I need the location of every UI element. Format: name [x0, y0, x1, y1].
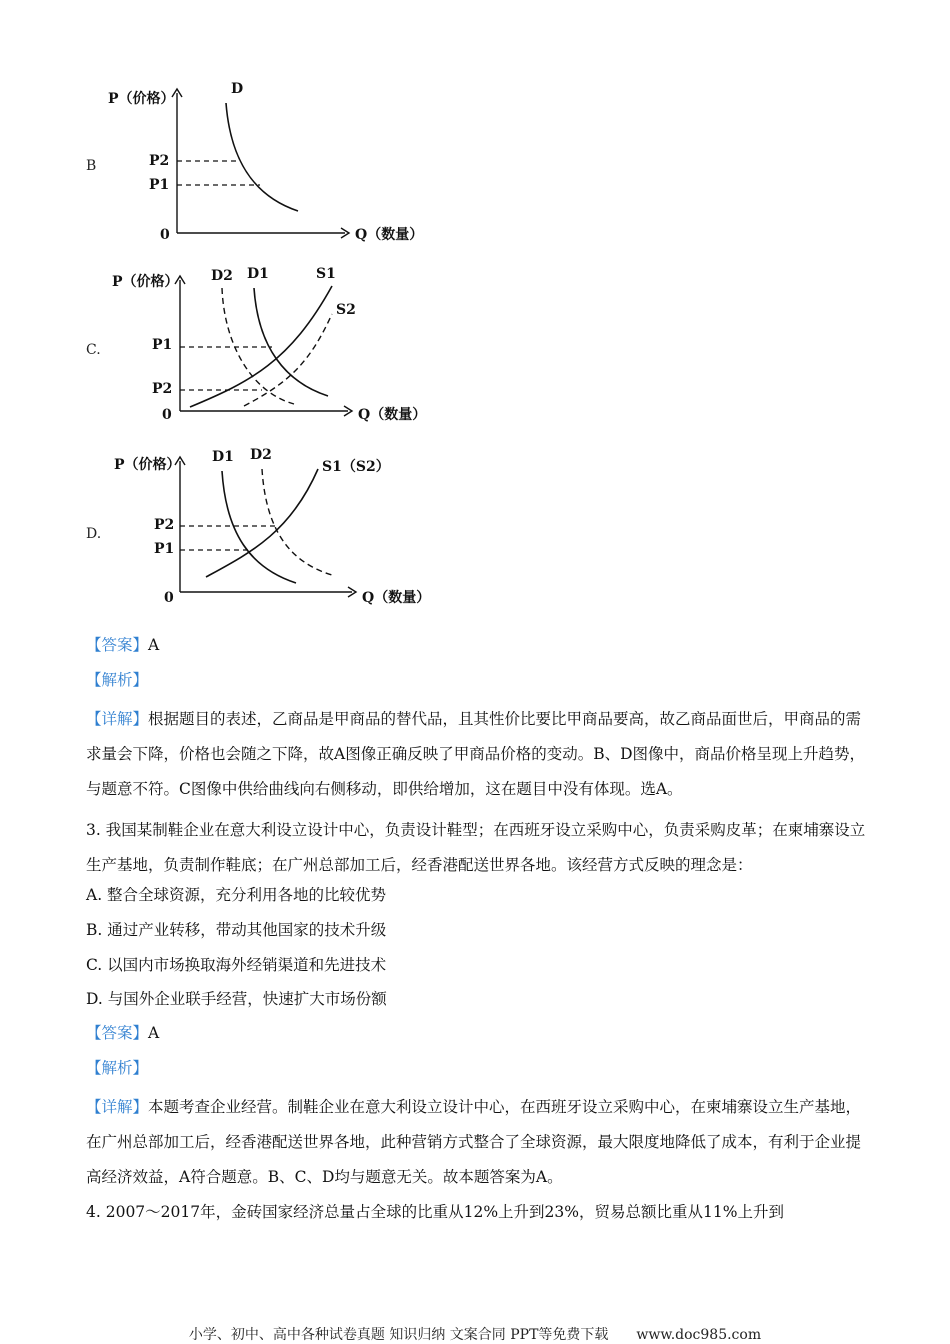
page-footer: 小学、初中、高中各种试卷真题 知识归纳 文案合同 PPT等免费下载 www.doc985.com: [188, 1327, 762, 1343]
answer-tag: 【答案】: [86, 1024, 149, 1042]
demand-curve-d2: [262, 469, 332, 575]
q2-answer: [86, 633, 159, 655]
x-axis-label: Q（数量）: [358, 407, 427, 423]
analysis-tag: 【解析】: [86, 671, 149, 689]
answer-tag: 【答案】: [86, 636, 149, 654]
detail-text: 本题考查企业经营。制鞋企业在意大利设立设计中心，在西班牙设立采购中心，在柬埔寨设立生产基地，在广州总部加工后，经香港配送世界各地，此种营销方式整合了全球资源，最大限度地降低了成本，有利于企业提高经济效益，A符合题意。B、C、D均与题意无关。故本题答案为A。: [86, 1098, 862, 1186]
graph-b: [100, 75, 440, 250]
detail-tag: 【详解】: [86, 710, 149, 728]
curve-s1-label: S1: [316, 266, 336, 282]
curve-d-label: D: [231, 81, 244, 97]
option-d-label: D.: [86, 526, 102, 542]
q3-analysis: [86, 1056, 148, 1078]
price-p2-label: P2: [152, 381, 173, 397]
demand-curve-d1: [254, 288, 328, 396]
analysis-tag: 【解析】: [86, 1059, 149, 1077]
answer-value: A: [148, 636, 160, 654]
curve-d1-label: D1: [212, 449, 234, 465]
graph-c: [100, 262, 440, 432]
price-p1-label: P1: [154, 541, 175, 557]
y-axis-label: P（价格）: [112, 274, 179, 290]
detail-text: 根据题目的表述，乙商品是甲商品的替代品，且其性价比要比甲商品要高，故乙商品面世后，甲商品的需求量会下降，价格也会随之下降，故A图像正确反映了甲商品价格的变动。B、D图像中，商品价格呈现上升趋势，与题意不符。C图像中供给曲线向右侧移动，即供给增加，这在题目中没有体现。选A。: [86, 710, 866, 798]
q4-stem: 4. 2007～2017年，金砖国家经济总量占全球的比重从12%上升到23%，贸易总额比重从11%上升到: [86, 1203, 784, 1221]
y-axis-label: P（价格）: [114, 457, 181, 473]
answer-value: A: [148, 1024, 160, 1042]
q2-analysis: [86, 668, 148, 690]
price-p2-label: P2: [154, 517, 175, 533]
origin-label: 0: [160, 227, 170, 243]
graph-d: [100, 443, 450, 608]
curve-s2-label: S2: [336, 302, 356, 318]
option-b-label: B: [86, 158, 97, 174]
q3-option-d: D. 与国外企业联手经营，快速扩大市场份额: [86, 990, 387, 1008]
x-axis-label: Q（数量）: [362, 590, 431, 606]
price-p1-label: P1: [149, 177, 170, 193]
x-axis-label: Q（数量）: [355, 227, 424, 243]
curve-d2-label: D2: [211, 268, 233, 284]
curve-d1-label: D1: [247, 266, 269, 282]
demand-curve-d1: [222, 471, 296, 583]
option-c-label: C.: [86, 342, 101, 358]
q3-stem: 3. 我国某制鞋企业在意大利设立设计中心，负责设计鞋型；在西班牙设立采购中心，负责采购皮革；在柬埔寨设立生产基地，负责制作鞋底；在广州总部加工后，经香港配送世界各地。该经营方式反映的理念是：: [86, 821, 866, 874]
q3-detail: [86, 1090, 876, 1195]
q3-option-b: B. 通过产业转移，带动其他国家的技术升级: [86, 921, 387, 939]
origin-label: 0: [162, 407, 172, 423]
q3-answer: [86, 1021, 159, 1043]
demand-curve-d: [226, 103, 298, 211]
price-p1-label: P1: [152, 337, 173, 353]
curve-s1-s2-label: S1（S2）: [322, 459, 390, 475]
origin-label: 0: [164, 590, 174, 606]
q2-detail: [86, 702, 876, 807]
curve-d2-label: D2: [250, 447, 272, 463]
q3-option-c: C. 以国内市场换取海外经销渠道和先进技术: [86, 956, 387, 974]
demand-curve-d2: [222, 288, 294, 404]
q3-option-a: A. 整合全球资源，充分利用各地的比较优势: [86, 886, 387, 904]
detail-tag: 【详解】: [86, 1098, 149, 1116]
y-axis-label: P（价格）: [108, 91, 175, 107]
price-p2-label: P2: [149, 153, 170, 169]
